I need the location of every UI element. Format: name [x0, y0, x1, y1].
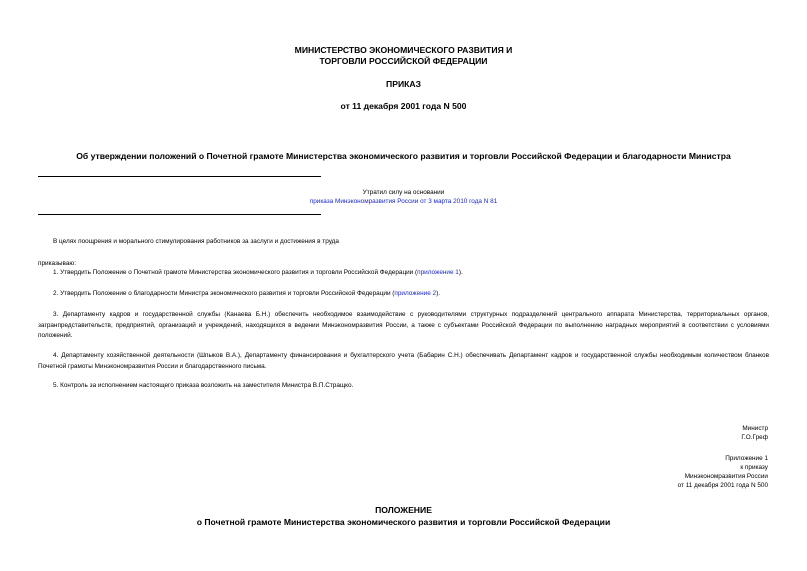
ministry-line-2: ТОРГОВЛИ РОССИЙСКОЙ ФЕДЕРАЦИИ — [319, 56, 488, 66]
ministry-line-1: МИНИСТЕРСТВО ЭКОНОМИЧЕСКОГО РАЗВИТИЯ И — [294, 45, 513, 55]
item-4-text: 4. Департаменту хозяйственной деятельности (Шпыков В.А.), Департаменту финансирования и бухгалтерского учета (Бабарин С.Н.) обеспечивать Департамент кадров и государственной службы необходимым количеством бланков Почетной грамоты Минэкономразвития России и благодарственного письма. — [38, 352, 769, 370]
item-4 — [38, 351, 769, 372]
appendix-1-link[interactable]: приложение 1 — [417, 269, 459, 276]
item-5-text: 5. Контроль за исполнением настоящего приказа возложить на заместителя Министра В.П.Стращко. — [53, 382, 354, 389]
appendix-line-1: Приложение 1 — [725, 455, 768, 462]
intro-paragraph — [38, 237, 769, 248]
item-3 — [38, 310, 769, 342]
item-2-text: 2. Утвердить Положение о благодарности Министра экономического развития и торговли Российской Федерации ( — [53, 290, 395, 297]
ministry-header — [0, 45, 807, 67]
item-2-end: ). — [436, 290, 441, 297]
item-2 — [38, 289, 769, 300]
item-1 — [38, 268, 769, 279]
doc-type: ПРИКАЗ — [386, 79, 421, 89]
status-note — [0, 188, 807, 206]
appendix-line-3: Минэкономразвития России — [684, 473, 768, 480]
divider-top — [38, 176, 321, 177]
regulation-subtitle: о Почетной грамоте Министерства экономического развития и торговли Российской Федерации — [196, 517, 611, 527]
doc-date: от 11 декабря 2001 года N 500 — [340, 101, 467, 111]
signature-position: Министр — [742, 425, 768, 432]
item-5 — [38, 381, 769, 392]
intro-text: В целях поощрения и морального стимулирования работников за заслуги и достижения в труда — [53, 238, 339, 245]
page-title: Об утверждении положений о Почетной грамоте Министерства экономического развития и торговли Российской Федерации и благодарности Министра — [76, 151, 731, 161]
item-1-end: ). — [458, 269, 463, 276]
appendix-line-4: от 11 декабря 2001 года N 500 — [677, 482, 768, 489]
repeal-order-link[interactable]: приказа Минэкономразвития России от 3 марта 2010 года N 81 — [309, 198, 498, 205]
item-3-text: 3. Департаменту кадров и государственной службы (Канаева Б.Н.) обеспечить необходимое взаимодействие с руководителями структурных подразделений центрального аппарата Министерства, территориальных органов, загранпредставительств, предприятий, организаций и учреждений, находящихся в ведении Минэкономразвития России, а также с субъектами Российской Федерации по выполнению наградных мероприятий в соответствии с условиями положений. — [38, 311, 769, 339]
appendix-block — [678, 454, 768, 490]
prikazyvayu-text: приказываю: — [38, 260, 76, 267]
appendix-line-2: к приказу — [740, 464, 768, 471]
item-1-text: 1. Утвердить Положение о Почетной грамоте Министерства экономического развития и торговли Российской Федерации ( — [53, 269, 418, 276]
signature-block — [741, 424, 768, 442]
signature-name: Г.О.Греф — [741, 434, 768, 441]
appendix-2-link[interactable]: приложение 2 — [394, 290, 437, 297]
regulation-heading: ПОЛОЖЕНИЕ — [375, 505, 432, 515]
divider-bottom — [38, 214, 321, 215]
status-line: Утратил силу на основании — [362, 189, 445, 196]
